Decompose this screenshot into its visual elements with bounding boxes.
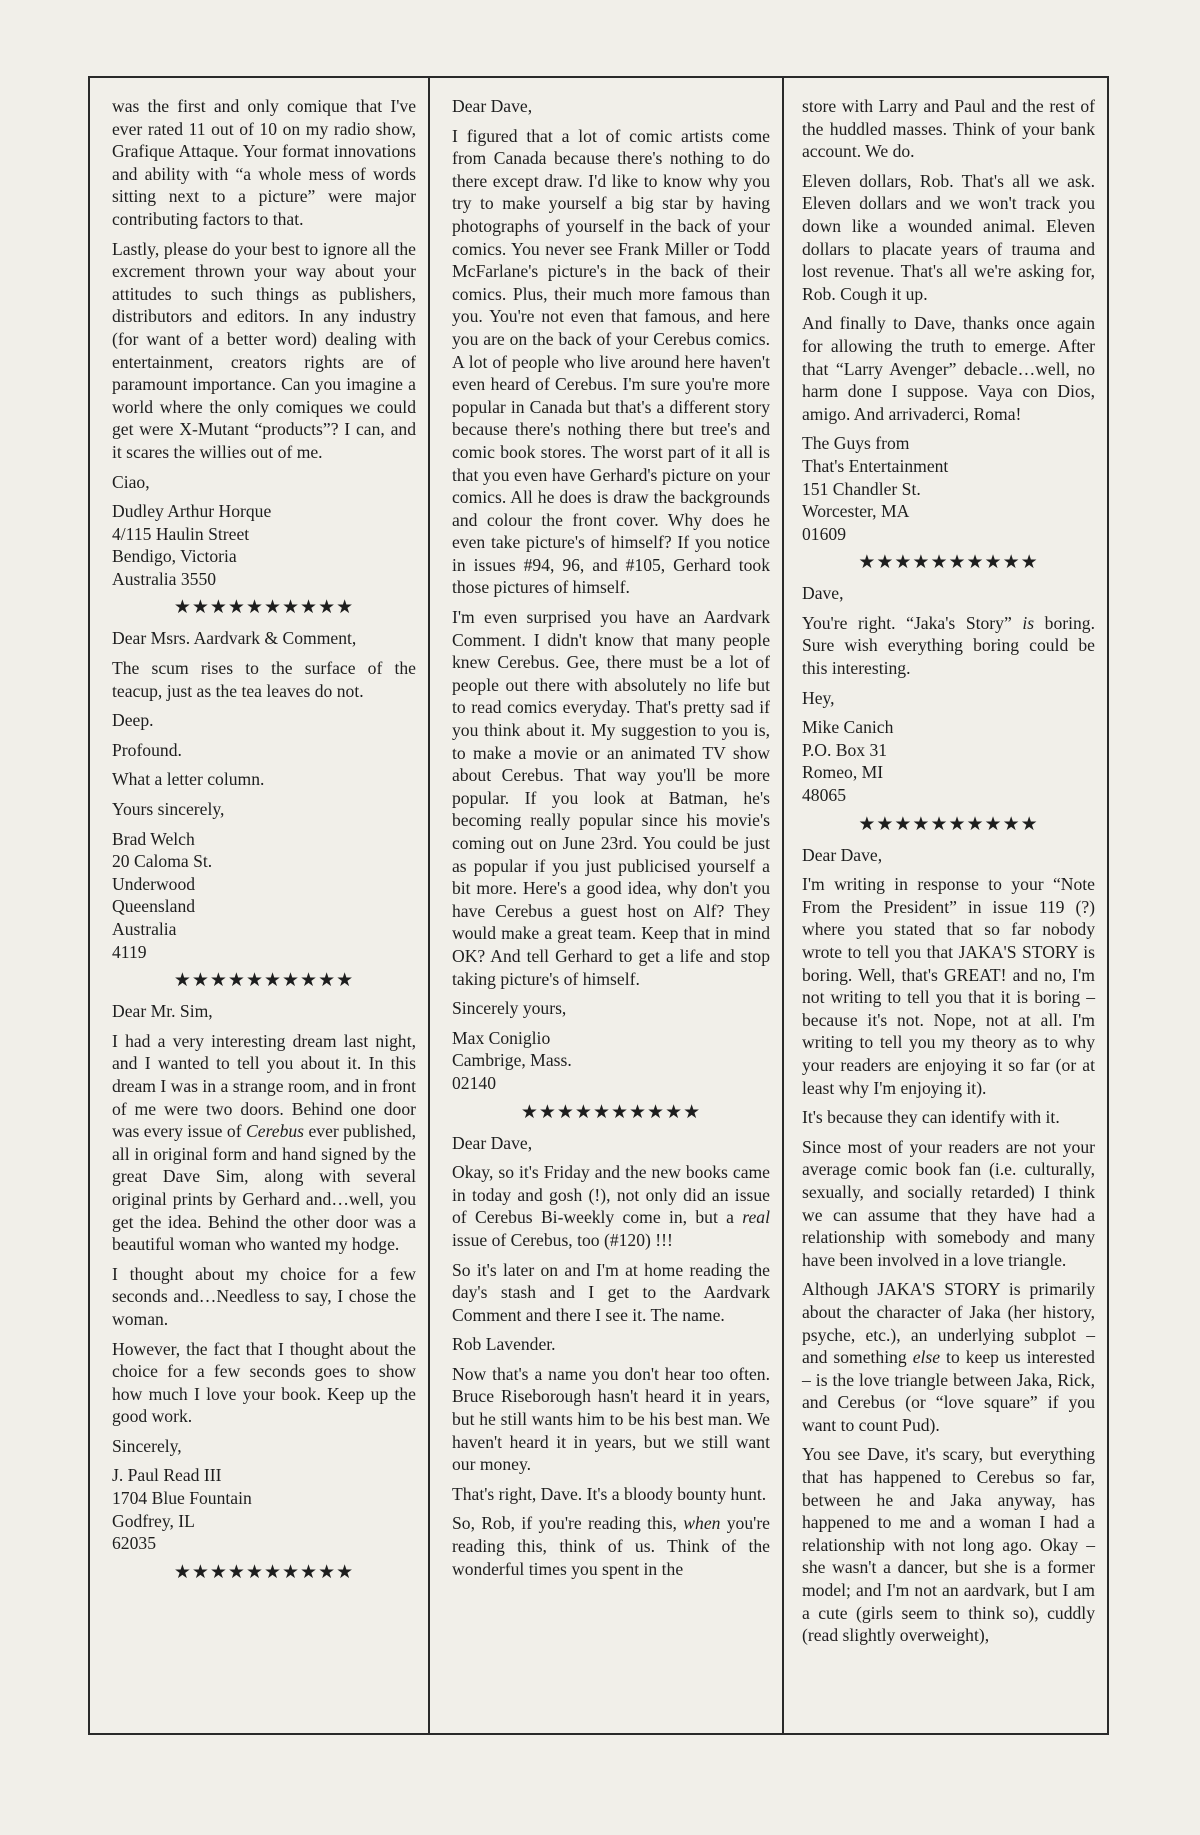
letter-paragraph: Rob Lavender. (452, 1334, 556, 1355)
letter-paragraph: Lastly, please do your best to ignore all the excrement thrown your way about your attitudes to such things as publishers, distributors and editors. In any industry (for want of a better word) dealing with entertainment, creators rights are of paramount importance. Can you imagine a world where the only comiques we could get were X-Mutant “products”? I can, and it scares the willies out of me. (112, 238, 416, 462)
star-divider: ★★★★★★★★★★ (520, 1101, 702, 1123)
letter-paragraph: Profound. (112, 739, 182, 760)
letter-paragraph: store with Larry and Paul and the rest of the huddled masses. Think of your bank account. We do. (802, 96, 1095, 162)
star-divider: ★★★★★★★★★★ (858, 552, 1039, 574)
signoff: Yours sincerely, (112, 799, 225, 820)
letter-paragraph: Deep. (112, 710, 154, 731)
letter-paragraph: Eleven dollars, Rob. That's all we ask. Eleven dollars and we won't track you down like a wounded animal. Eleven dollars to placate years of trauma and lost revenue. That's all we're asking for, Rob. Cough it up. (802, 170, 1095, 304)
italic-word: real (742, 1207, 770, 1228)
sender-address: Mike Canich P.O. Box 31 Romeo, MI 48065 (802, 717, 894, 806)
letter-paragraph: I'm even surprised you have an Aardvark Comment. I didn't know that many people knew Cerebus. Gee, there must be a lot of people out there with absolutely no life but to read comics everyday. That's pretty sad if you think about it. My suggestion to you is, to make a movie or an animated TV show about Cerebus. That way you'll be more popular. If you look at Batman, he's becoming really popular since his movie's coming out on June 23rd. You could be just as popular if you just publicised yourself a bit more. Here's a good idea, why don't you have Cerebus a guest host on Alf? They would make a great team. Keep that in mind OK? And tell Gerhard to get a life and stop taking picture's of himself. (452, 607, 770, 989)
salutation: Dave, (802, 583, 844, 604)
star-divider: ★★★★★★★★★★ (173, 1561, 355, 1583)
letter-paragraph (452, 1161, 770, 1251)
letter-paragraph: It's because they can identify with it. (802, 1107, 1060, 1128)
text-run: you're reading this, think of us. Think of the wonderful times you spent in the (452, 1513, 770, 1579)
italic-word: is (1022, 612, 1035, 633)
text-run: to keep us interested – is the love triangle between Jaka, Rick, and Cerebus (or “love square” if you want to count Pud). (802, 1347, 1095, 1435)
signoff: Sincerely yours, (452, 998, 567, 1019)
signoff: Sincerely, (112, 1435, 182, 1456)
sender-address: Max Coniglio Cambrige, Mass. 02140 (452, 1027, 572, 1093)
salutation: Dear Dave, (802, 844, 883, 865)
sender-address: Brad Welch 20 Caloma St. Underwood Queensland Australia 4119 (112, 828, 213, 962)
text-run: Okay, so it's Friday and the new books came in today and gosh (!), not only did an issue of Cerebus Bi-weekly come in, but a (452, 1162, 770, 1228)
salutation: Dear Dave, (452, 1132, 533, 1153)
sender-address: J. Paul Read III 1704 Blue Fountain Godfrey, IL 62035 (112, 1465, 252, 1554)
signoff: Ciao, (112, 471, 150, 492)
star-divider: ★★★★★★★★★★ (173, 970, 355, 992)
letter-paragraph: was the first and only comique that I've ever rated 11 out of 10 on my radio show, Grafique Attaque. Your format innovations and ability with “a whole mess of words sitting next to a picture” were major contributing factors to that. (112, 96, 416, 229)
text-run: I had a very interesting dream last night, and I wanted to tell you about it. In this dream I was in a strange room, and in front of me were two doors. Behind one door was every issue of (112, 1030, 416, 1142)
italic-word: when (683, 1513, 721, 1534)
column-3 (784, 78, 1107, 1733)
salutation: Dear Mr. Sim, (112, 1001, 213, 1022)
letter-paragraph: You see Dave, it's scary, but everything that has happened to Cerebus so far, between he and Jaka anyway, has happened to me and a woman I had a relationship with not long ago. Okay – she wasn't a dancer, but she is a former model; and I'm not an aardvark, but I am a cute (girls seem to think so), cuddly (read slightly overweight), (802, 1444, 1095, 1646)
letter-paragraph: Since most of your readers are not your average comic book fan (i.e. culturally, sexually, and socially retarded) I think we can assume that they have had a relationship with somebody and many have been involved in a love triangle. (802, 1136, 1095, 1270)
sender-address: Dudley Arthur Horque 4/115 Haulin Street Bendigo, Victoria Australia 3550 (112, 501, 272, 589)
salutation: Dear Msrs. Aardvark & Comment, (112, 628, 357, 649)
text-run: So, Rob, if you're reading this, (452, 1513, 684, 1534)
letter-paragraph: And finally to Dave, thanks once again for allowing the truth to emerge. After that “Larry Avenger” debacle…well, no harm done I suppose. Vaya con Dios, amigo. And arrivaderci, Roma! (802, 313, 1095, 424)
letter-paragraph: The scum rises to the surface of the teacup, just as the tea leaves do not. (112, 658, 416, 701)
letter-paragraph: Now that's a name you don't hear too often. Bruce Riseborough hasn't heard it in years, but he still wants him to be his best man. We haven't heard it in years, but we still want our money. (452, 1363, 770, 1475)
letter-paragraph: So it's later on and I'm at home reading the day's stash and I get to the Aardvark Comment and there I see it. The name. (452, 1259, 770, 1325)
letter-paragraph (802, 612, 1095, 680)
star-divider: ★★★★★★★★★★ (173, 597, 355, 619)
signoff: Hey, (802, 687, 835, 708)
column-1 (90, 78, 430, 1733)
text-run: You're right. “Jaka's Story” (802, 612, 1023, 633)
letter-paragraph (802, 1278, 1095, 1436)
text-run: Although JAKA'S STORY is primarily about the character of Jaka (her history, psyche, etc.), an underlying subplot – and something (802, 1279, 1095, 1368)
letter-paragraph (112, 1030, 416, 1256)
text-run: issue of Cerebus, too (#120) !!! (452, 1229, 673, 1250)
text-run: ever published, all in original form and hand signed by the great Dave Sim, along with several original prints by Gerhard and…well, you get the idea. Behind the other door was a beautiful woman who wanted my hodge. (112, 1121, 416, 1255)
letter-paragraph: That's right, Dave. It's a bloody bounty hunt. (452, 1483, 767, 1504)
letter-paragraph (452, 1512, 770, 1580)
star-divider: ★★★★★★★★★★ (858, 813, 1039, 835)
letter-paragraph: However, the fact that I thought about the choice for a few seconds goes to show how much I love your book. Keep up the good work. (112, 1338, 416, 1427)
text-run: boring. Sure wish everything boring could be this interesting. (802, 612, 1096, 679)
sender-address: The Guys from That's Entertainment 151 Chandler St. Worcester, MA 01609 (802, 433, 949, 544)
column-2 (430, 78, 784, 1733)
italic-title: Cerebus (246, 1121, 305, 1142)
letter-paragraph: I figured that a lot of comic artists come from Canada because there's nothing to do there except draw. I'd like to know why you try to make yourself a big star by having photographs of yourself in the back of your comics. You never see Frank Miller or Todd McFarlane's picture's in the back of their comics. Plus, their much more famous than you. You're not even that famous, and here you are on the back of your Cerebus comics. A lot of people who live around here haven't even heard of Cerebus. I'm sure you're more popular in Canada but that's a different story because there's nothing there but tree's and comic book stores. The worst part of it all is that you even have Gerhard's picture on your comics. All he does is draw the backgrounds and colour the front cover. Why does he even take picture's of himself? If you notice in issues #94, 96, and #105, Gerhard took those pictures of himself. (452, 125, 770, 598)
letter-paragraph: I'm writing in response to your “Note From the President” in issue 119 (?) where you stated that so far nobody wrote to tell you that JAKA'S STORY is boring. Well, that's GREAT! and no, I'm not writing to tell you that it is boring – because it's not. Nope, not at all. I'm writing to tell you my theory as to why your readers are enjoying it so far (or at least why I'm enjoying it). (802, 874, 1095, 1098)
letters-frame (88, 76, 1109, 1735)
letter-paragraph: What a letter column. (112, 769, 265, 790)
salutation: Dear Dave, (452, 96, 533, 116)
letter-paragraph: I thought about my choice for a few seconds and…Needless to say, I chose the woman. (112, 1263, 416, 1329)
italic-word: else (912, 1347, 941, 1368)
